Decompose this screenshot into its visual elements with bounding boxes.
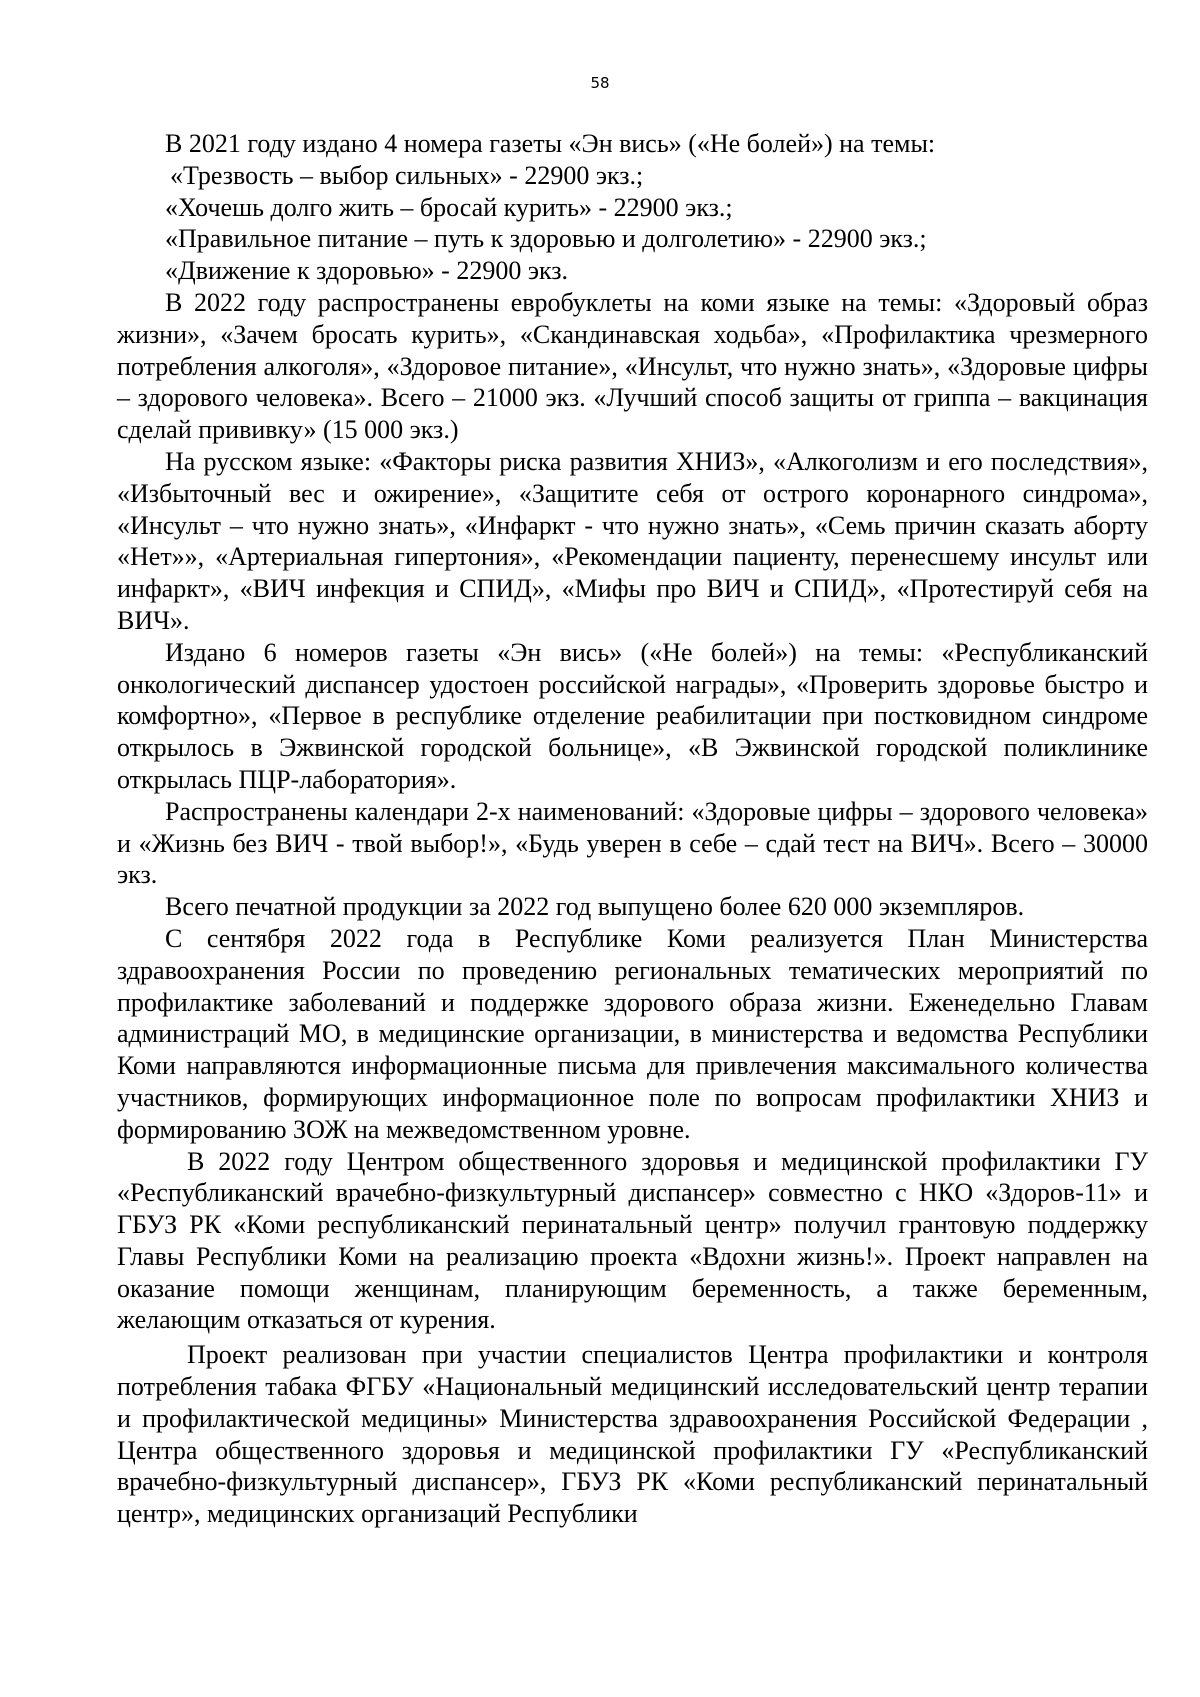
paragraph-russian-booklets: На русском языке: «Факторы риска развития ХНИЗ», «Алкоголизм и его последствия», «Избыточный вес и ожирение», «Защитите себя от острого коронарного синдрома», «Инсульт – что нужно знать», «Инфаркт - что нужно знать», «Семь причин сказать аборту «Нет»», «Артериальная гипертония», «Рекомендации пациенту, перенесшему инсульт или инфаркт», «ВИЧ инфекция и СПИД», «Мифы про ВИЧ и СПИД», «Протестируй себя на ВИЧ». bbox=[117, 446, 1148, 635]
paragraph-newspaper-2021-intro: В 2021 году издано 4 номера газеты «Эн вись» («Не болей») на темы: bbox=[165, 129, 936, 158]
paragraph-project-participants: Проект реализован при участии специалистов Центра профилактики и контроля потребления табака ФГБУ «Национальный медицинский исследовательский центр терапии и профилактической медицины» Министерства здравоохранения Российской Федерации , Центра общественного здоровья и медицинской профилактики ГУ «Республиканский врачебно-физкультурный диспансер», ГБУЗ РК «Коми республиканский перинатальный центр», медицинских организаций Республики bbox=[117, 1340, 1148, 1529]
paragraph-eurobooklets-komi: В 2022 году распространены евробуклеты на коми языке на темы: «Здоровый образ жизни», «Зачем бросать курить», «Скандинавская ходьба», «Профилактика чрезмерного потребления алкоголя», «Здоровое питание», «Инсульт, что нужно знать», «Здоровые цифры – здорового человека». Всего – 21000 экз. «Лучший способ защиты от гриппа – вакцинация сделай прививку» (15 000 экз.) bbox=[117, 287, 1148, 445]
paragraph-calendars: Распространены календари 2-х наименований: «Здоровые цифры – здорового человека» и «Жизнь без ВИЧ - твой выбор!», «Будь уверен в себе – сдай тест на ВИЧ». Всего – 30000 экз. bbox=[117, 796, 1148, 890]
document-body bbox=[117, 128, 1148, 1530]
list-item-newspaper-topic: «Хочешь долго жить – бросай курить» - 22900 экз.; bbox=[165, 192, 733, 222]
paragraph-newspaper-2022: Издано 6 номеров газеты «Эн вись» («Не болей») на темы: «Республиканский онкологический диспансер удостоен российской награды», «Проверить здоровье быстро и комфортно», «Первое в республике отделение реабилитации при постковидном синдроме открылось в Эжвинской городской больнице», «В Эжвинской городской поликлинике открылась ПЦР-лаборатория». bbox=[117, 637, 1148, 794]
page-number: 58 bbox=[590, 74, 610, 92]
paragraph-ministry-plan: С сентября 2022 года в Республике Коми реализуется План Министерства здравоохранения России по проведению региональных тематических мероприятий по профилактике заболеваний и поддержке здорового образа жизни. Еженедельно Главам администраций МО, в медицинские организации, в министерства и ведомства Республики Коми направляются информационные письма для привлечения максимального количества участников, формирующих информационное поле по вопросам профилактики ХНИЗ и формированию ЗОЖ на межведомственном уровне. bbox=[117, 923, 1148, 1144]
paragraph-grant-project: В 2022 году Центром общественного здоровья и медицинской профилактики ГУ «Республиканский врачебно-физкультурный диспансер» совместно с НКО «Здоров-11» и ГБУЗ РК «Коми республиканский перинатальный центр» получил грантовую поддержку Главы Республики Коми на реализацию проекта «Вдохни жизнь!». Проект направлен на оказание помощи женщинам, планирующим беременность, а также беременным, желающим отказаться от курения. bbox=[117, 1146, 1148, 1335]
list-item-newspaper-topic: «Правильное питание – путь к здоровью и долголетию» - 22900 экз.; bbox=[165, 224, 927, 254]
list-item-newspaper-topic: «Трезвость – выбор сильных» - 22900 экз.; bbox=[170, 160, 644, 190]
paragraph-print-total: Всего печатной продукции за 2022 год выпущено более 620 000 экземпляров. bbox=[165, 892, 1025, 922]
list-item-newspaper-topic: «Движение к здоровью» - 22900 экз. bbox=[165, 256, 569, 286]
